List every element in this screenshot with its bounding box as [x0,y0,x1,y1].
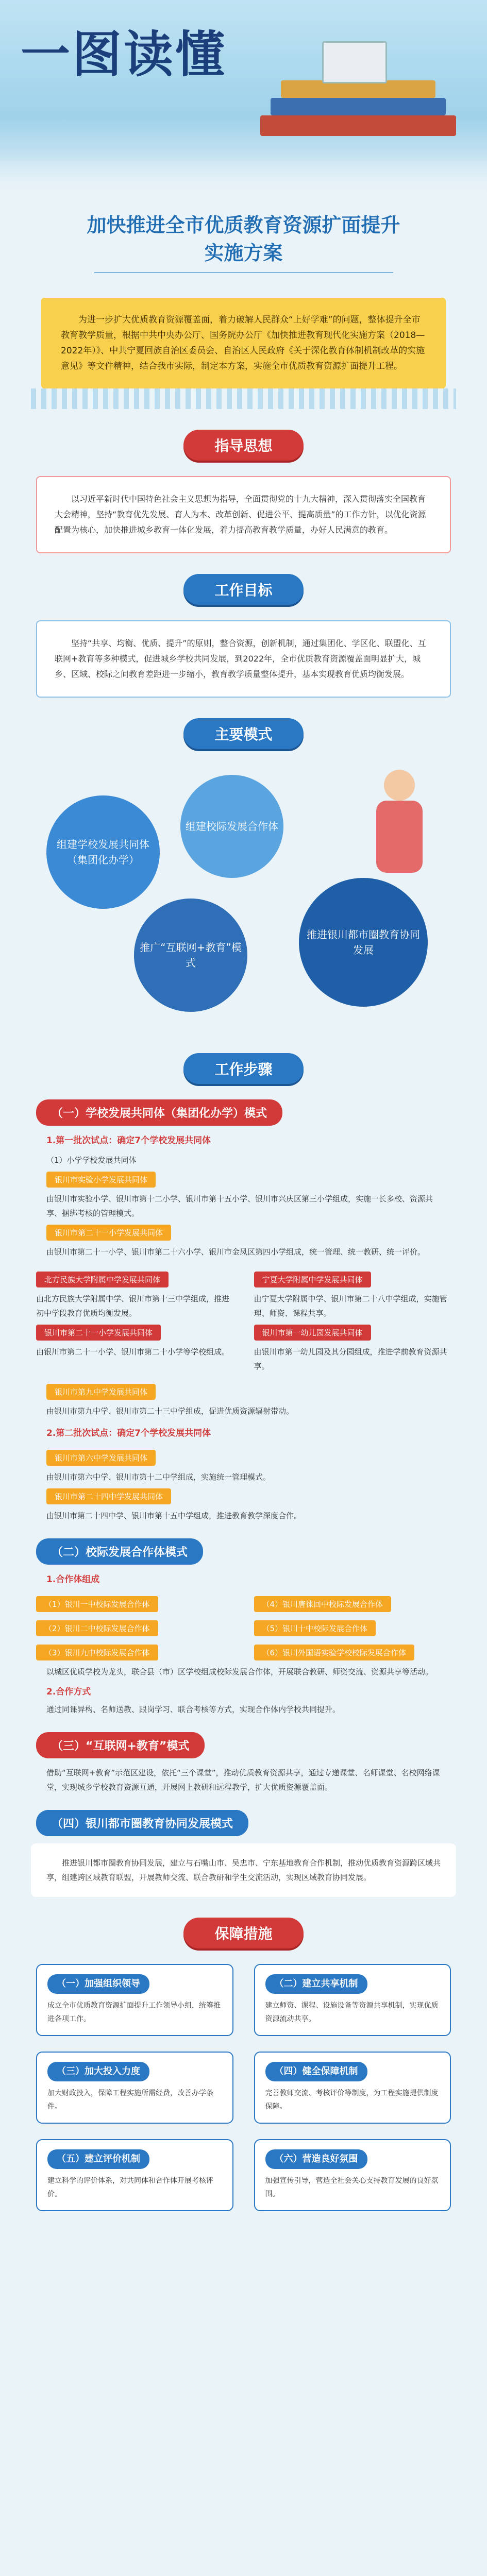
guarantee-title-5: （五）建立评价机制 [47,2149,149,2169]
decoration-stripes [31,388,456,409]
guarantee-title-3: （三）加大投入力度 [47,2062,149,2081]
step1-tag3: 北方民族大学附属中学发展共同体 [36,1272,169,1287]
goals-text: 坚持“共享、均衡、优质、提升”的原则，整合资源，创新机制，通过集团化、学区化、联盟化、互联网+教育等多种模式，促进城乡学校共同发展，到2022年，全市优质教育资源覆盖面明显扩大，城乡、区域、校际之间教育差距进一步缩小，教育教学质量整体提升，基本实现教育优质均衡发展。 [36,620,451,698]
step2-block [46,1665,441,1717]
section-steps-title: 工作步骤 [0,1053,487,1084]
step1-block2 [46,1380,441,1418]
books-illustration [250,21,466,149]
step2-sub2: 2.合作方式 [46,1687,91,1697]
step2-tag3: （3）银川九中校际发展合作体 [36,1645,158,1660]
step2-text2: 通过同课异构、名师送教、跟岗学习、联合考核等方式，实现合作体内学校共同提升。 [46,1705,341,1714]
guarantee-title-1: （一）加强组织领导 [47,1974,149,1994]
guarantee-item-1 [36,1964,233,2036]
step3-block [46,1766,441,1794]
step1-note-block [46,1153,441,1259]
section-guarantee-title: 保障措施 [0,1918,487,1948]
step1-text3: 由北方民族大学附属中学、银川市第十三中学组成，推进初中学段教育优质均衡发展。 [36,1294,230,1318]
guarantee-item-6 [254,2139,451,2211]
step1-tag2: 银川市第二十一小学发展共同体 [46,1225,171,1241]
step1-col-left [36,1267,233,1374]
step3-header: （三）“互联网+教育”模式 [36,1732,205,1758]
step2-text1: 以城区优质学校为龙头，联合县（市）区学校组成校际发展合作体，开展联合教研、师资交流、资源共享等活动。 [46,1667,433,1676]
step1-text6: 由银川市第一幼儿园及其分园组成，推进学前教育资源共享。 [254,1347,447,1371]
step1-text4: 由宁夏大学附属中学、银川市第二十八中学组成，实施管理、师资、课程共享。 [254,1294,447,1318]
step1-sub2: 2.第二批次试点：确定7个学校发展共同体 [46,1428,211,1438]
hero-title: 一图读懂 [21,26,227,83]
guarantee-text-4: 完善教师交流、考核评价等制度，为工程实施提供制度保障。 [265,2089,439,2111]
step2-columns [36,1592,451,1665]
step1-columns [36,1267,451,1374]
step1-sub1: 1.第一批次试点：确定7个学校发展共同体 [46,1136,211,1146]
guarantee-text-5: 建立科学的评价体系，对共同体和合作体开展考核评价。 [47,2177,213,2198]
guarantee-item-3 [36,2052,233,2124]
step1-text2: 由银川市第二十一小学、银川市第二十六小学、银川市金凤区第四小学组成，统一管理、统一教研、统一评价。 [46,1247,426,1257]
guarantee-grid [36,1964,451,2211]
step2-tag5: （5）银川十中校际发展合作体 [254,1620,376,1636]
step2-sub1: 1.合作体组成 [46,1574,100,1585]
intro-panel: 为进一步扩大优质教育资源覆盖面，着力破解人民群众“上好学难”的问题，整体提升全市教育教学质量，根据中共中央办公厅、国务院办公厅《加快推进教育现代化实施方案（2018—2022年）》、中共宁夏回族自治区委员会、自治区人民政府《关于深化教育体制机制改革的实施意见》等文件精神，结合我市实际，制定本方案，实施全市优质教育资源扩面提升工程。 [41,298,446,388]
step2-col-right [254,1592,451,1665]
step1-text9: 由银川市第二十四中学、银川市第十五中学组成，推进教育教学深度合作。 [46,1511,302,1520]
teacher-illustration [361,770,438,899]
step2-tag1: （1）银川一中校际发展合作体 [36,1596,158,1612]
step1-note: （1）小学学校发展共同体 [46,1156,137,1165]
guarantee-item-5 [36,2139,233,2211]
guarantee-text-6: 加强宣传引导，营造全社会关心支持教育发展的良好氛围。 [265,2177,439,2198]
step1-header: （一）学校发展共同体（集团化办学）模式 [36,1099,282,1126]
step2-col-left [36,1592,233,1665]
guiding-text: 以习近平新时代中国特色社会主义思想为指导，全面贯彻党的十九大精神，深入贯彻落实全国教育大会精神，坚持“教育优先发展、育人为本、改革创新、促进公平、提高质量”的工作方针，以优化资源配置为核心，加快推进城乡教育一体化发展，着力提高教育教学质量，办好人民满意的教育。 [36,476,451,553]
main-title [0,211,487,267]
guarantee-text-1: 成立全市优质教育资源扩面提升工作领导小组，统筹推进各项工作。 [47,2002,221,2023]
step1-col-right [254,1267,451,1374]
section-models-title: 主要模式 [0,718,487,749]
title-underline [94,272,393,277]
guarantee-item-4 [254,2052,451,2124]
guarantee-text-2: 建立师资、课程、设施设备等资源共享机制，实现优质资源流动共享。 [265,2002,439,2023]
step1-text5: 由银川市第二十一小学、银川市第二十小学等学校组成。 [36,1347,230,1357]
step1-text1: 由银川市实验小学、银川市第十二小学、银川市第十五小学、银川市兴庆区第三小学组成，实施一长多校、资源共享、捆绑考核的管理模式。 [46,1194,433,1218]
step4-box: 推进银川都市圈教育协同发展，建立与石嘴山市、吴忠市、宁东基地教育合作机制，推动优质教育资源跨区域共享，组建跨区域教育联盟，开展教师交流、联合教研和学生交流活动，实现区域教育协同发展。 [31,1843,456,1897]
guarantee-title-6: （六）营造良好氛围 [265,2149,367,2169]
model-bubble-2: 组建校际发展合作体 [180,775,283,878]
step1-tag4: 宁夏大学附属中学发展共同体 [254,1272,371,1287]
step1-tag5: 银川市第二十一小学发展共同体 [36,1325,161,1341]
guarantee-item-2 [254,1964,451,2036]
model-bubble-1: 组建学校发展共同体（集团化办学） [46,795,160,909]
main-title-line1: 加快推进全市优质教育资源扩面提升 [87,214,400,236]
main-title-line2: 实施方案 [204,242,283,264]
models-diagram [31,765,456,1032]
step1-text7: 由银川市第九中学、银川市第二十三中学组成，促进优质资源辐射带动。 [46,1406,294,1416]
step1-text8: 由银川市第六中学、银川市第十二中学组成，实施统一管理模式。 [46,1472,271,1482]
model-bubble-3: 推广“互联网+教育”模式 [134,899,247,1012]
hero-banner [0,0,487,196]
model-bubble-4: 推进银川都市圈教育协同发展 [299,878,428,1007]
step1-tag6: 银川市第一幼儿园发展共同体 [254,1325,371,1341]
step1-tag9: 银川市第二十四中学发展共同体 [46,1488,171,1504]
step2-tag4: （4）银川唐徕回中校际发展合作体 [254,1596,392,1612]
step2-header: （二）校际发展合作体模式 [36,1538,203,1565]
section-guiding-title: 指导思想 [0,430,487,461]
step2-tag2: （2）银川二中校际发展合作体 [36,1620,158,1636]
section-goals-title: 工作目标 [0,574,487,605]
step2-tag6: （6）银川外国语实验学校校际发展合作体 [254,1645,415,1660]
step1-tag8: 银川市第六中学发展共同体 [46,1450,156,1466]
step3-text: 借助“互联网+教育”示范区建设，依托“三个课堂”，推动优质教育资源共享，通过专递课堂、名师课堂、名校网络课堂，实现城乡学校教育资源互通，开展网上教研和远程教学，扩大优质资源覆盖面。 [46,1768,440,1792]
step1-tag7: 银川市第九中学发展共同体 [46,1384,156,1400]
guarantee-title-4: （四）健全保障机制 [265,2062,367,2081]
step4-header: （四）银川都市圈教育协同发展模式 [36,1810,248,1836]
step1-tag1: 银川市实验小学发展共同体 [46,1172,156,1188]
step1-block3 [46,1446,441,1523]
guarantee-text-3: 加大财政投入，保障工程实施所需经费，改善办学条件。 [47,2089,213,2111]
guarantee-title-2: （二）建立共享机制 [265,1974,367,1994]
